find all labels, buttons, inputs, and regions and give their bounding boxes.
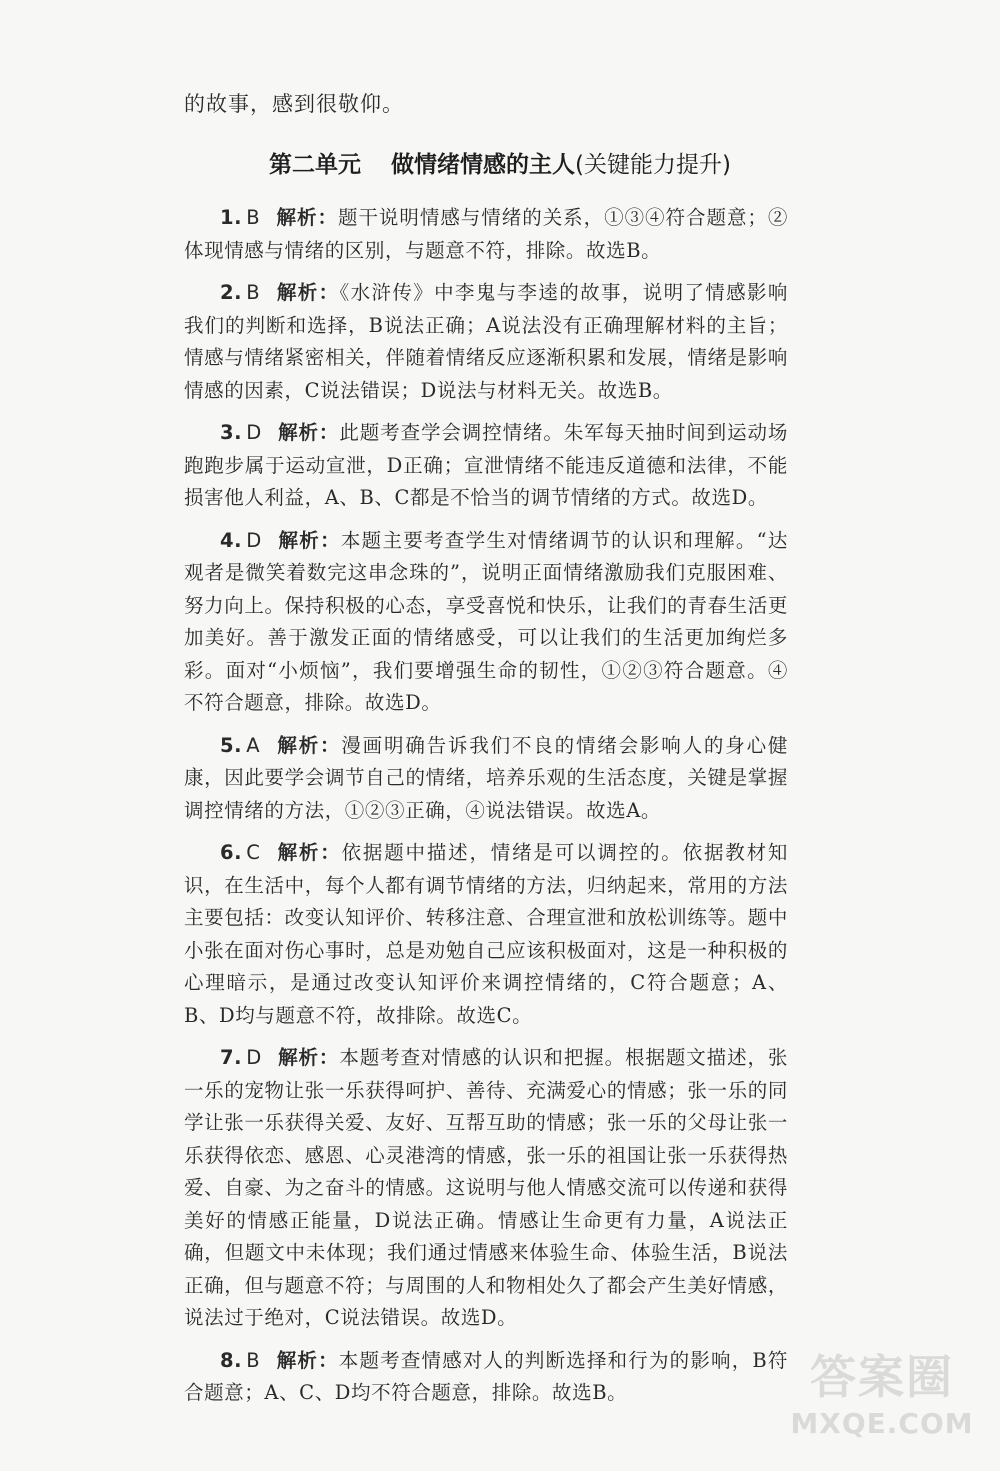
answer-item [184,277,788,407]
item-number: 2. [220,281,243,304]
item-number: 3. [220,421,243,444]
watermark-text: 答案圈 [810,1350,954,1404]
analysis-label: 解析： [276,733,342,757]
item-answer: A [246,733,261,757]
analysis-label: 解析： [276,281,340,304]
item-answer: B [246,1348,261,1372]
item-text: 本题考查情感对人的判断选择和行为的影响，B符合题意；A、C、D均不符合题意，排除。故选B。 [184,1348,788,1404]
item-number: 8. [220,1348,243,1372]
analysis-label: 解析： [276,841,342,864]
item-answer: C [246,841,261,864]
answer-item [184,730,788,828]
answer-item [184,417,788,515]
analysis-label: 解析： [277,421,340,444]
item-number: 6. [220,841,243,864]
answer-item [184,525,788,720]
item-answer: B [246,206,261,229]
item-text: 本题考查对情感的认识和把握。根据题文描述，张一乐的宠物让张一乐获得呵护、善待、充满爱心的情感；张一乐的同学让张一乐获得关爱、友好、互帮互助的情感；张一乐的父母让张一乐获得依恋、感恩、心灵港湾的情感，张一乐的祖国让张一乐获得热爱、自豪、为之奋斗的情感。这说明与他人情感交流可以传递和获得美好的情感正能量，D说法正确。情感让生命更有力量，A说法正确，但题文中未体现；我们通过情感来体验生命、体验生活，B说法正确，但与题意不符；与周围的人和物相处久了都会产生美好情感，说法过于绝对，C说法错误。故选D。 [184,1046,788,1329]
answer-item [184,1042,788,1335]
item-number: 5. [220,733,243,757]
item-text: 本题主要考查学生对情绪调节的认识和理解。“达观者是微笑着数完这串念珠的”，说明正面情绪激励我们克服困难、努力向上。保持积极的心态，享受喜悦和快乐，让我们的青春生活更加美好。善于激发正面的情绪感受，可以让我们的生活更加绚烂多彩。面对“小烦恼”，我们要增强生命的韧性，①②③符合题意。④不符合题意，排除。故选D。 [184,528,788,714]
item-number: 1. [220,206,243,229]
item-text: 题干说明情感与情绪的关系，①③④符合题意；②体现情感与情绪的区别，与题意不符，排除。故选B。 [184,206,788,262]
carry-over-text: 的故事，感到很敬仰。 [184,92,404,116]
item-text: 《水浒传》中李鬼与李逵的故事，说明了情感影响我们的判断和选择，B说法正确；A说法没有正确理解材料的主旨；情感与情绪紧密相关，伴随着情绪反应逐渐积累和发展，情绪是影响情感的因素，C说法错误；D说法与材料无关。故选B。 [184,281,788,402]
answer-item [184,202,788,267]
item-text: 此题考查学会调控情绪。朱军每天抽时间到运动场跑跑步属于运动宣泄，D正确；宣泄情绪不能违反道德和法律，不能损害他人利益，A、B、C都是不恰当的调节情绪的方式。故选D。 [184,421,788,509]
unit-title: 做情绪情感的主人 [391,152,576,178]
item-text: 依据题中描述，情绪是可以调控的。依据教材知识，在生活中，每个人都有调节情绪的方法，归纳起来，常用的方法主要包括：改变认知评价、转移注意、合理宣泄和放松训练等。题中小张在面对伤心事时，总是劝勉自己应该积极面对，这是一种积极的心理暗示，是通过改变认知评价来调控情绪的，C符合题意；A、B、D均与题意不符，故排除。故选C。 [184,841,788,1027]
watermark-url: MXQE.COM [790,1407,974,1440]
analysis-label: 解析： [277,1046,340,1069]
section-heading [0,146,1000,179]
analysis-label: 解析： [276,1348,339,1372]
item-text: 漫画明确告诉我们不良的情绪会影响人的身心健康，因此要学会调节自己的情绪，培养乐观的生活态度，关键是掌握调控情绪的方法，①②③正确，④说法错误。故选A。 [184,733,788,822]
unit-label: 第二单元 [269,152,362,178]
item-answer: D [246,528,262,552]
watermark-logo [782,1347,982,1457]
item-number: 7. [220,1046,243,1069]
item-number: 4. [220,528,243,552]
answer-item [184,837,788,1032]
analysis-label: 解析： [276,206,338,229]
answer-list [184,202,788,1420]
item-answer: D [246,1046,262,1069]
item-answer: D [246,421,262,444]
unit-subtitle: (关键能力提升) [575,152,731,178]
item-answer: B [246,281,261,304]
answer-item [184,1345,788,1410]
analysis-label: 解析： [277,528,341,552]
